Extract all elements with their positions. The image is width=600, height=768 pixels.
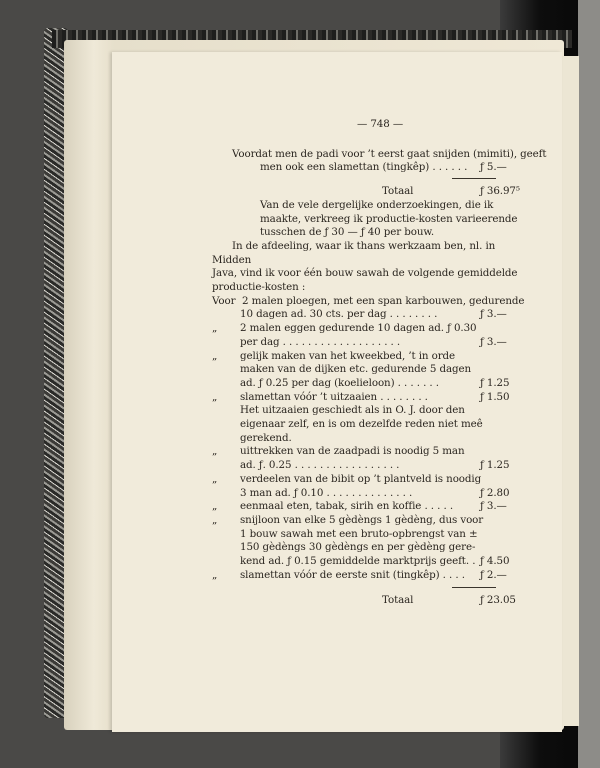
total-amount-2: ƒ 23.05 xyxy=(480,593,516,606)
total-row-1 xyxy=(232,185,518,199)
cost-item-text: slamettan vóór ’t uitzaaien . . . . . . . . xyxy=(240,390,428,403)
cost-item-marker: „ xyxy=(212,472,218,485)
cost-item-amount: ƒ 3.— xyxy=(480,335,507,348)
cost-item-line xyxy=(212,363,518,377)
background-right-strip xyxy=(578,0,600,768)
cost-item-line xyxy=(212,445,518,459)
cost-item-amount xyxy=(480,445,518,459)
cost-item-text: ad. ƒ. 0.25 . . . . . . . . . . . . . . . . . xyxy=(240,459,400,472)
total-label-2: Totaal xyxy=(382,593,414,606)
cost-item-text: uittrekken van de zaadpadi is noodig 5 man xyxy=(240,445,465,458)
cost-item xyxy=(212,514,518,569)
cost-item-marker xyxy=(212,363,240,377)
cost-item-amount: ƒ 4.50 xyxy=(480,555,510,568)
cost-item-text: slamettan vóór de eerste snit (tingkêp) . . . . xyxy=(240,568,465,581)
cost-item-text: ad. ƒ 0.25 per dag (koelieloon) . . . . . . . xyxy=(240,376,439,389)
cost-items-list xyxy=(212,294,525,583)
cost-item-marker: „ xyxy=(212,513,218,526)
cost-item-line xyxy=(212,500,518,514)
cost-item-text: snijloon van elke 5 gèdèngs 1 gèdèng, dus voor xyxy=(240,513,484,526)
cost-item xyxy=(212,569,518,583)
cost-item-marker xyxy=(212,541,240,555)
paragraph-2: In de afdeeling, waar ik thans werkzaam ben, nl. in Midden Java, vind ik voor één bouw sawah de volgende gemiddelde productie-kosten : xyxy=(212,239,518,294)
intro-line-1: Voordat men de padi voor ’t eerst gaat snijden (mimiti), geeft xyxy=(232,147,547,160)
cost-item-marker xyxy=(212,418,240,432)
cost-item-marker: „ xyxy=(212,500,218,513)
cost-item xyxy=(212,500,518,514)
cost-item-amount: ƒ 2.80 xyxy=(480,486,510,499)
cost-item-text: eenmaal eten, tabak, sirih en koffie . . . . . xyxy=(240,500,453,513)
total-amount-1: ƒ 36.97⁵ xyxy=(480,185,520,198)
cost-item-marker: „ xyxy=(212,445,218,458)
cost-item-marker xyxy=(212,432,240,446)
cost-item-text: gerekend. xyxy=(240,431,292,444)
cost-item-marker xyxy=(212,487,240,501)
cost-item-text: maken van de dijken etc. gedurende 5 dagen xyxy=(240,363,472,376)
cost-item-text: eigenaar zelf, en is om dezelfde reden niet meê xyxy=(240,418,483,431)
cost-item-line xyxy=(212,528,518,542)
cost-item-amount xyxy=(524,295,562,309)
cost-item-marker xyxy=(212,555,240,569)
cost-item-text: gelijk maken van het kweekbed, ’t in orde xyxy=(240,349,456,362)
cost-item-line xyxy=(212,541,518,555)
cost-item-amount: ƒ 3.— xyxy=(480,308,507,321)
cost-item-line xyxy=(212,459,518,473)
cost-item-amount xyxy=(480,363,518,377)
cost-item-amount xyxy=(481,473,519,487)
cost-item-text: 150 gèdèngs 30 gèdèngs en per gèdèng gere- xyxy=(240,541,476,554)
cost-item xyxy=(212,322,518,349)
cost-item-marker xyxy=(212,377,240,391)
cost-item-line xyxy=(212,322,518,336)
cost-item-marker xyxy=(212,459,240,473)
cost-item-line xyxy=(212,487,518,501)
cost-item-marker: „ xyxy=(212,390,218,403)
cost-item-marker: „ xyxy=(212,322,218,335)
cost-item-line xyxy=(212,308,518,322)
cost-item xyxy=(212,391,518,446)
cost-item-amount: ƒ 1.25 xyxy=(480,459,510,472)
cost-item-text: 2 malen eggen gedurende 10 dagen ad. ƒ 0.30 xyxy=(240,322,477,335)
cost-item-marker: Voor xyxy=(212,294,236,307)
page-number: — 748 — xyxy=(356,118,404,130)
cost-item-marker: „ xyxy=(212,568,218,581)
cost-item-text: verdeelen van de bibit op ’t plantveld is noodig xyxy=(240,472,482,485)
cost-item-amount: ƒ 2.— xyxy=(480,568,507,581)
page-content xyxy=(212,118,547,607)
cost-item xyxy=(212,445,518,472)
cost-item-text: 1 bouw sawah met een bruto-opbrengst van ± xyxy=(240,527,478,540)
cost-item xyxy=(212,294,525,322)
cost-item-amount: ƒ 1.50 xyxy=(480,390,510,403)
cost-item-text: kend ad. ƒ 0.15 gemiddelde marktprijs geeft. . xyxy=(240,555,476,568)
cost-item-marker xyxy=(212,404,240,418)
cost-item-amount xyxy=(483,514,521,528)
cost-item-line xyxy=(212,555,518,569)
cost-item-line xyxy=(212,432,518,446)
cost-item-marker: „ xyxy=(212,349,218,362)
cost-item-line xyxy=(212,418,518,432)
cost-item-line xyxy=(212,569,518,583)
cost-item xyxy=(212,350,518,391)
cost-item-line xyxy=(212,514,518,528)
cost-item-text: 2 malen ploegen, met een span karbouwen, gedurende xyxy=(242,294,525,307)
cost-item-line xyxy=(212,377,518,391)
cost-item-text: 3 man ad. ƒ 0.10 . . . . . . . . . . . . . . xyxy=(240,486,413,499)
total-label-1: Totaal xyxy=(382,185,414,198)
cost-item-amount: ƒ 1.25 xyxy=(480,376,510,389)
cost-item-line xyxy=(212,336,518,350)
intro-line-2: men ook een slamettan (tingkêp) . . . . . . ƒ 5.— xyxy=(232,161,518,175)
paragraph-1: Van de vele dergelijke onderzoekingen, die ik maakte, verkreeg ik productie-kosten varieerende tusschen de ƒ 30 — ƒ 40 per bouw. xyxy=(260,198,518,239)
cost-item-marker xyxy=(212,528,240,542)
cost-item-amount xyxy=(480,432,518,446)
cost-item-marker xyxy=(212,336,240,350)
cost-item-line xyxy=(212,473,518,487)
total-row-2 xyxy=(232,594,518,608)
cost-item-amount xyxy=(480,528,518,542)
cost-item-line xyxy=(212,294,525,309)
cost-item-marker xyxy=(212,308,240,322)
cost-item-text: Het uitzaaien geschiedt als in O. J. door den xyxy=(240,404,465,417)
cost-item-line xyxy=(212,404,518,418)
cost-item-amount xyxy=(480,541,518,555)
cost-item-text: per dag . . . . . . . . . . . . . . . . . . . xyxy=(240,335,401,348)
cost-item-amount xyxy=(480,322,518,336)
cost-item xyxy=(212,473,518,500)
cost-item-amount: ƒ 3.— xyxy=(480,500,507,513)
intro-amount: ƒ 5.— xyxy=(480,161,507,174)
cost-item-amount xyxy=(483,418,521,432)
cost-item-line xyxy=(212,350,518,364)
cost-item-amount xyxy=(480,404,518,418)
cost-item-amount xyxy=(480,350,518,364)
cost-item-text: 10 dagen ad. 30 cts. per dag . . . . . . . . xyxy=(240,308,438,321)
cost-item-line xyxy=(212,391,518,405)
